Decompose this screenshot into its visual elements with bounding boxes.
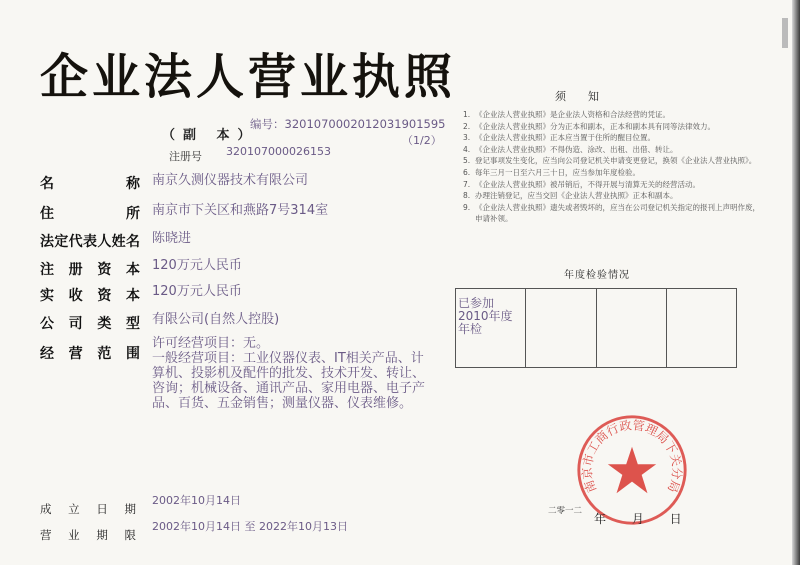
field-value-company-type: 有限公司(自然人控股) bbox=[152, 312, 280, 327]
notice-item: 7. 《企业法人营业执照》被吊销后，不得开展与清算无关的经营活动。 bbox=[463, 179, 700, 189]
date-value-term: 2002年10月14日 至 2022年10月13日 bbox=[152, 520, 348, 533]
serial-number: 编号：3201070002012031901595 bbox=[250, 117, 446, 131]
notice-item: 8. 办理注销登记，应当交回《企业法人营业执照》正本和副本。 bbox=[463, 191, 678, 201]
date-value-established: 2002年10月14日 bbox=[152, 494, 241, 507]
inspection-cell bbox=[526, 289, 596, 368]
serial-page: （1/2） bbox=[402, 134, 442, 147]
notice-item: 4. 《企业法人营业执照》不得伪造、涂改、出租、出借、转让。 bbox=[463, 144, 678, 154]
field-value-paid-capital: 120万元人民币 bbox=[152, 284, 242, 299]
copy-label: （副 本） bbox=[162, 128, 259, 143]
notice-item: 5. 登记事项发生变化，应当向公司登记机关申请变更登记，换领《企业法人营业执照》。 bbox=[463, 156, 757, 166]
inspection-cell bbox=[596, 289, 666, 368]
scan-edge-mark bbox=[782, 18, 788, 48]
notice-item: 2. 《企业法人营业执照》分为正本和副本，正本和副本具有同等法律效力。 bbox=[463, 121, 715, 131]
field-value-address: 南京市下关区和燕路7号314室 bbox=[152, 203, 329, 218]
issue-date-ymd: 年 月 日 bbox=[594, 512, 682, 526]
issue-date-prefix: 二零一二 bbox=[548, 506, 583, 516]
scan-edge bbox=[792, 0, 800, 565]
field-label-business-scope: 经营范围 bbox=[40, 346, 140, 362]
license-title: 企业法人营业执照 bbox=[40, 49, 457, 105]
scope-licensed: 许可经营项目：无。 bbox=[152, 336, 270, 351]
field-label-legal-rep: 法定代表人姓名 bbox=[40, 234, 140, 250]
notice-list bbox=[463, 109, 763, 225]
registration-label: 注册号 bbox=[169, 150, 202, 163]
field-label-paid-capital: 实收资本 bbox=[40, 288, 140, 304]
notice-item: 3. 《企业法人营业执照》正本应当置于住所的醒目位置。 bbox=[463, 133, 655, 143]
notice-item: 9. 《企业法人营业执照》遗失或者毁坏的，应当在公司登记机关指定的报刊上声明作废，申请补领。 bbox=[463, 202, 760, 224]
registration-number: 320107000026153 bbox=[226, 145, 331, 158]
field-label-registered-capital: 注册资本 bbox=[40, 262, 140, 278]
business-scope bbox=[152, 336, 432, 411]
inspection-cell bbox=[456, 289, 526, 368]
field-label-company-type: 公司类型 bbox=[40, 316, 140, 332]
field-value-name: 南京久测仪器技术有限公司 bbox=[152, 173, 309, 188]
date-label-established: 成立日期 bbox=[40, 502, 136, 516]
date-label-term: 营业期限 bbox=[40, 528, 136, 542]
field-label-address: 住所 bbox=[40, 206, 140, 222]
annual-inspection-title: 年度检验情况 bbox=[564, 270, 630, 281]
field-value-legal-rep: 陈晓进 bbox=[152, 231, 192, 246]
inspection-cell bbox=[666, 289, 736, 368]
notice-item: 1. 《企业法人营业执照》是企业法人资格和合法经营的凭证。 bbox=[463, 110, 670, 119]
seal-text: 南京市工商行政管理局下关分局 bbox=[580, 418, 684, 495]
inspection-stamp: 已参加2010年度年检 bbox=[458, 296, 513, 336]
field-label-name: 名称 bbox=[40, 176, 140, 192]
annual-inspection-table bbox=[455, 288, 737, 368]
field-value-registered-capital: 120万元人民币 bbox=[152, 258, 242, 273]
scope-general: 一般经营项目：工业仪器仪表、IT相关产品、计算机、投影机及配件的批发、技术开发、转让、咨询；机械设备、通讯产品、家用电器、电子产品、百货、五金销售；测量仪器、仪表维修。 bbox=[152, 351, 426, 411]
notice-item: 6. 每年三月一日至六月三十日，应当参加年度检验。 bbox=[463, 167, 640, 177]
notice-title: 须知 bbox=[555, 90, 621, 103]
seal-star-icon bbox=[608, 447, 656, 493]
